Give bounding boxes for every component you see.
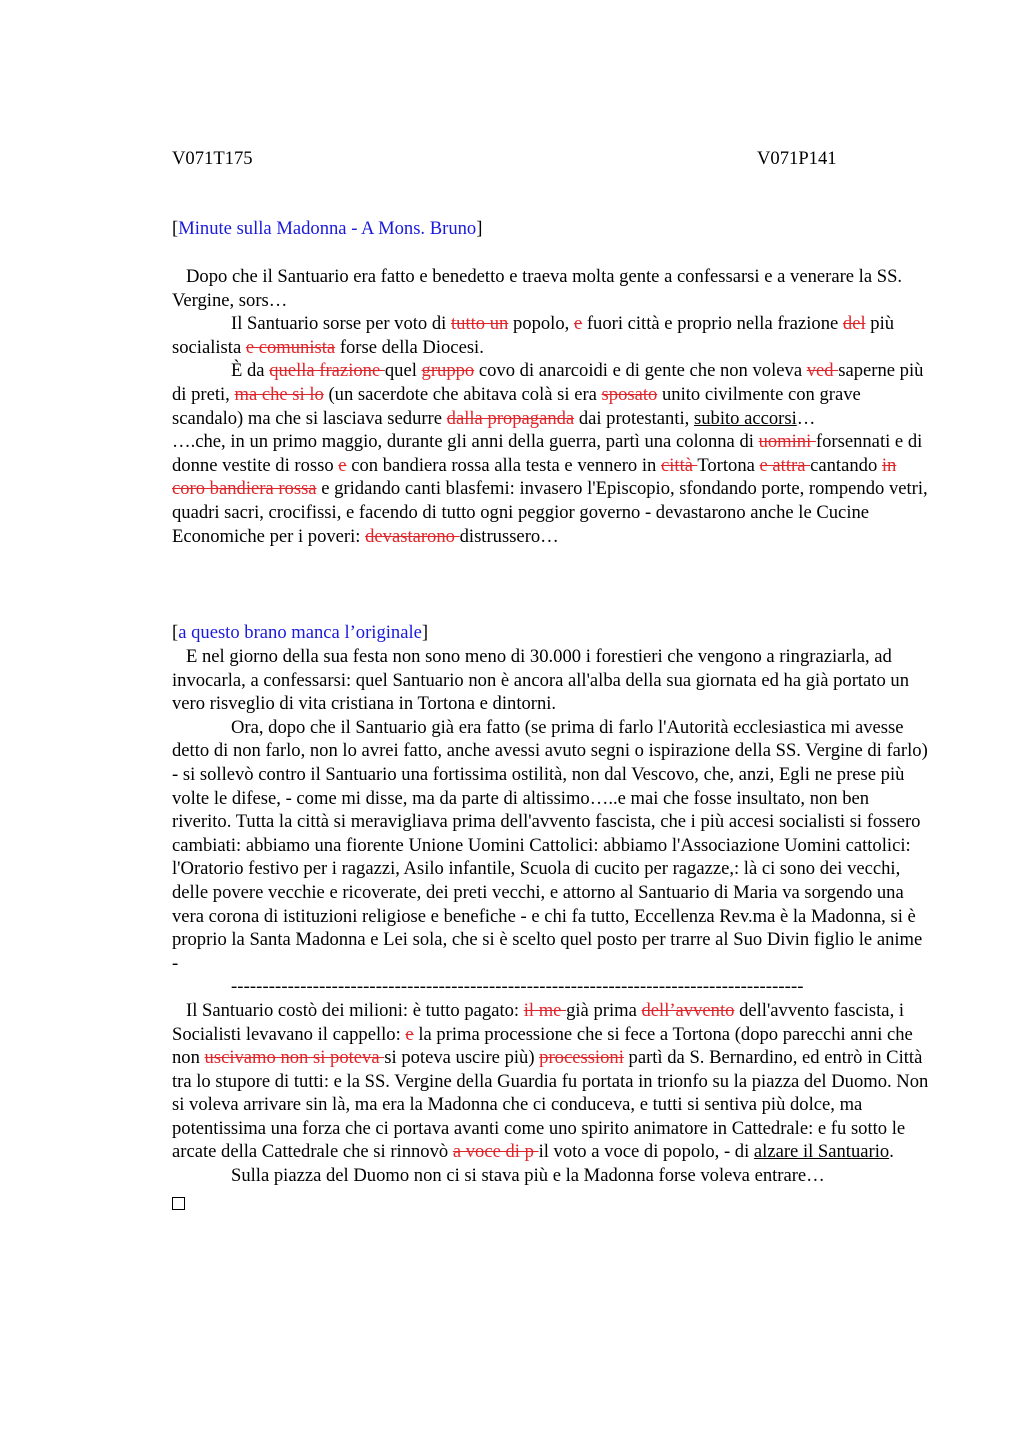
paragraph: Ora, dopo che il Santuario già era fatto (se prima di farlo l'Autorità ecclesiastica mi avesse detto di non farlo, non lo avrei fatto, anche avessi avuto segni o ispirazione della SS. Vergine di farlo) - si sollevò contro il Santuario una fortissima ostilità, non dal Vescovo, che, anzi, Egli ne prese più volte le difese, - come mi disse, ma da parte di altissimo…..e mai che fosse insultato, non ben riverito. Tutta la città si meravigliava prima dell'avvento fascista, che i più accesi socialisti si fossero cambiati: abbiamo una fiorente Unione Uomini Cattolici: abbiamo l'Associazione Uomini cattolici: l'Oratorio festivo per i ragazzi, Asilo infantile, Scuola di cucito per ragazze,: là ci sono dei vecchi, delle povere vecchie e ricoverate, dei preti vecchi, e attorno al Santuario di Maria va sorgendo una vera corona di istituzioni religiose e benefiche - e chi fa tutto, Eccellenza Rev.ma è la Madonna, si è proprio la Santa Madonna e Lei sola, che si è scelto quel posto per trarre al Suo Divin figlio le anime - (172, 716, 928, 974)
section-note-1 (172, 217, 932, 241)
paragraph (172, 999, 932, 1164)
deleted-text: quella frazione (269, 360, 385, 382)
deleted-text: sposato (601, 383, 658, 405)
deleted-text: dalla propaganda (446, 407, 575, 429)
deleted-text: dell’avvento (641, 999, 735, 1021)
document-code-right: V071P141 (757, 148, 837, 169)
deleted-text: città (660, 454, 698, 476)
separator-line: ------------------------------------------------------------------------------------------- (231, 976, 804, 998)
text-run: ….che, in un primo maggio, durante gli anni della guerra, partì una colonna di (172, 431, 759, 453)
section-1-body (172, 265, 932, 548)
deleted-text: e (573, 313, 583, 335)
square-outline-icon (172, 1197, 185, 1210)
deleted-text: uomini (758, 431, 816, 453)
section-note-2 (172, 621, 932, 645)
deleted-text: del (842, 313, 866, 335)
deleted-text: e comunista (245, 336, 336, 358)
text-run: saperne più di preti, (172, 360, 924, 405)
text-run: si poteva uscire più) (384, 1047, 540, 1069)
text-run: Il Santuario sorse per voto di (231, 313, 451, 335)
text-run: (un sacerdote che abitava colà si era (323, 383, 602, 405)
text-run: la prima processione che si fece a Tortona (dopo parecchi anni che non (172, 1023, 913, 1069)
paragraph (172, 430, 932, 548)
text-run: unito civilmente con grave scandalo) ma che si lasciava sedurre (172, 383, 861, 429)
text-run: e gridando canti blasfemi: invasero l'Episcopio, sfondando porte, rompendo vetri, quadri sacri, crocifissi, e facendo di tutto ogni peggior governo - devastarono anche le Cucine Economiche per i poveri: (172, 478, 928, 547)
editorial-note: a questo brano manca l’originale (178, 622, 422, 643)
underlined-text: alzare il Santuario (753, 1141, 890, 1163)
deleted-text: a voce di p (452, 1141, 539, 1163)
deleted-text: uscivamo non si poteva (204, 1047, 385, 1069)
deleted-text: il me (523, 999, 567, 1021)
text-run: partì da S. Bernardino, ed entrò in Città tra lo stupore di tutti: e la SS. Vergine della Guardia fu portata in trionfo su la piazza del Duomo. Non si voleva arrivare sin là, ma era la Madonna che ci conduceva, e tutti si sentiva più dolce, ma potentissima una forza che ci portava avanti come uno spirito animatore in Cattedrale: e fu sotto le arcate della Cattedrale che si rinnovò (172, 1047, 929, 1163)
text-run: già prima (566, 999, 642, 1021)
section-2-body (172, 645, 932, 1216)
paragraph: Dopo che il Santuario era fatto e benedetto e traeva molta gente a confessarsi e a venerare la SS. Vergine, sors… (172, 266, 903, 311)
deleted-text: devastarono (365, 525, 460, 547)
text-run: quel (384, 360, 422, 382)
deleted-text: ved (806, 360, 839, 382)
text-run: covo di anarcoidi e di gente che non voleva (474, 360, 807, 382)
editorial-note: Minute sulla Madonna - A Mons. Bruno (178, 218, 477, 239)
text-run: fuori città e proprio nella frazione (582, 313, 843, 335)
deleted-text: tutto un (450, 313, 509, 335)
text-run: dell'avvento fascista, i Socialisti levavano il cappello: (172, 999, 905, 1045)
text-run: … (796, 407, 816, 429)
deleted-text: e (405, 1023, 414, 1045)
paragraph (172, 359, 932, 430)
paragraph: Sulla piazza del Duomo non ci si stava più e la Madonna forse voleva entrare… (231, 1165, 825, 1187)
text-run: Il Santuario costò dei milioni: è tutto pagato: (186, 999, 524, 1021)
bracket-open: [ (172, 218, 179, 239)
text-run: popolo, (508, 313, 574, 335)
text-run: cantando (810, 454, 882, 476)
text-run: distrussero… (459, 525, 559, 547)
bracket-open: [ (172, 622, 179, 643)
paragraph: E nel giorno della sua festa non sono meno di 30.000 i forestieri che vengono a ringraziarla, ad invocarla, a confessarsi: quel Santuario non è ancora all'alba della sua giornata ed ha già portato un vero risveglio di vita cristiana in Tortona e dintorni. (172, 646, 910, 715)
text-run: . (889, 1141, 894, 1163)
text-run: con bandiera rossa alla testa e vennero in (346, 454, 661, 476)
text-run: il voto a voce di popolo, - di (538, 1141, 754, 1163)
document-code-left: V071T175 (172, 148, 253, 169)
deleted-text: in coro bandiera rossa (172, 454, 897, 500)
deleted-text: e attra (759, 454, 811, 476)
paragraph (172, 312, 932, 359)
deleted-text: processioni (539, 1047, 624, 1069)
bracket-close: ] (476, 218, 483, 239)
underlined-text: subito accorsi (693, 407, 797, 429)
end-mark (172, 1193, 932, 1217)
text-run: più socialista (172, 313, 895, 358)
text-run: Tortona (697, 454, 760, 476)
deleted-text: ma che si lo (234, 383, 324, 405)
text-run: forsennati e di donne vestite di rosso (172, 431, 923, 476)
deleted-text: e (338, 454, 347, 476)
text-run: dai protestanti, (574, 407, 694, 429)
text-run: forse della Diocesi. (335, 336, 484, 358)
text-run: È da (231, 360, 270, 382)
bracket-close: ] (421, 622, 429, 643)
deleted-text: gruppo (421, 360, 475, 382)
